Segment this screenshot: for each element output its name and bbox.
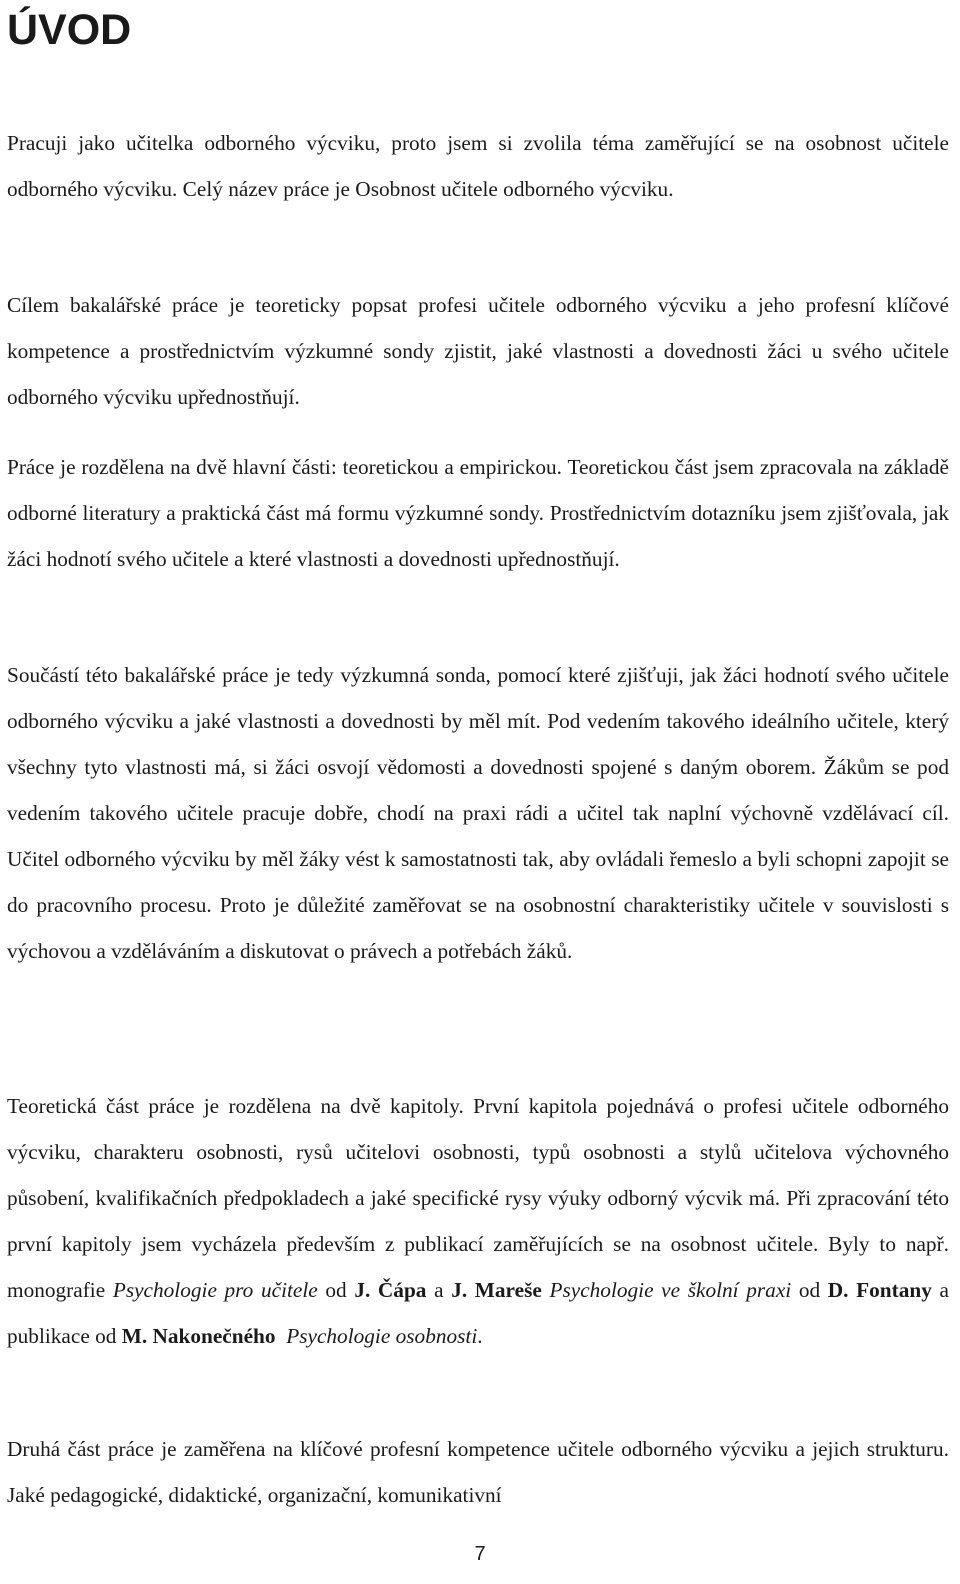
paragraph-1: Pracuji jako učitelka odborného výcviku, proto jsem si zvolila téma zaměřující se na osobnost učitele odborného výcviku. Celý název práce je Osobnost učitele odborného výcviku. bbox=[7, 131, 949, 201]
paragraph-6: Druhá část práce je zaměřena na klíčové profesní kompetence učitele odborného výcviku a jejich strukturu. Jaké pedagogické, didaktické, organizační, komunikativní bbox=[7, 1437, 949, 1507]
author-d-fontana: D. Fontany bbox=[827, 1278, 932, 1302]
book-title-psychologie-ve-skolni-praxi: Psychologie ve školní praxi bbox=[549, 1278, 792, 1302]
paragraph-5-text-f: a publikace od bbox=[7, 1278, 949, 1348]
paragraph-2: Cílem bakalářské práce je teoreticky popsat profesi učitele odborného výcviku a jeho profesní klíčové kompetence a prostřednictvím výzkumné sondy zjistit, jaké vlastnosti a dovednosti žáci u svého učitele odborného výcviku upřednostňují. bbox=[7, 293, 949, 409]
paragraph-5-text-e: od bbox=[791, 1278, 828, 1302]
paragraph-5 bbox=[7, 1083, 949, 1359]
paragraph-5-text-b: od bbox=[317, 1278, 355, 1302]
paragraph-5-text-c: a bbox=[426, 1278, 452, 1302]
book-title-psychologie-osobnosti: Psychologie osobnosti bbox=[286, 1324, 478, 1348]
paragraph-5-text-a: Teoretická část práce je rozdělena na dvě kapitoly. První kapitola pojednává o profesi učitele odborného výcviku, charakteru osobnosti, rysů učitelovi osobnosti, typů osobnosti a stylů učitelova výchovného působení, kvalifikačních předpokladech a jaké specifické rysy výuky odborný výcvik má. Při zpracování této první kapitoly jsem vycházela především z publikací zaměřujících se na osobnost učitele. Byly to např. monografie bbox=[7, 1094, 949, 1302]
paragraph-5-text-h: . bbox=[477, 1324, 483, 1348]
book-title-psychologie-pro-ucitele: Psychologie pro učitele bbox=[112, 1278, 318, 1302]
paragraph-4: Součástí této bakalářské práce je tedy výzkumná sonda, pomocí které zjišťuji, jak žáci hodnotí svého učitele odborného výcviku a jaké vlastnosti a dovednosti by měl mít. Pod vedením takového ideálního učitele, který všechny tyto vlastnosti má, si žáci osvojí vědomosti a dovednosti spojené s daným oborem. Žákům se pod vedením takového učitele pracuje dobře, chodí na praxi rádi a učitel tak naplní výchovně vzdělávací cíl. Učitel odborného výcviku by měl žáky vést k samostatnosti tak, aby ovládali řemeslo a byli schopni zapojit se do pracovního procesu. Proto je důležité zaměřovat se na osobnostní charakteristiky učitele v souvislosti s výchovou a vzděláváním a diskutovat o právech a potřebách žáků. bbox=[7, 663, 949, 963]
author-j-mares: J. Mareše bbox=[451, 1278, 542, 1302]
page-number: 7 bbox=[474, 1543, 486, 1565]
author-m-nakonecny: M. Nakonečného bbox=[121, 1324, 276, 1348]
paragraph-5-text-g bbox=[276, 1324, 287, 1348]
author-j-cap: J. Čápa bbox=[354, 1278, 427, 1302]
paragraph-3: Práce je rozdělena na dvě hlavní části: teoretickou a empirickou. Teoretickou část jsem zpracovala na základě odborné literatury a praktická část má formu výzkumné sondy. Prostřednictvím dotazníku jsem zjišťovala, jak žáci hodnotí svého učitele a které vlastnosti a dovednosti upřednostňují. bbox=[7, 455, 949, 571]
chapter-heading: ÚVOD bbox=[7, 6, 132, 54]
